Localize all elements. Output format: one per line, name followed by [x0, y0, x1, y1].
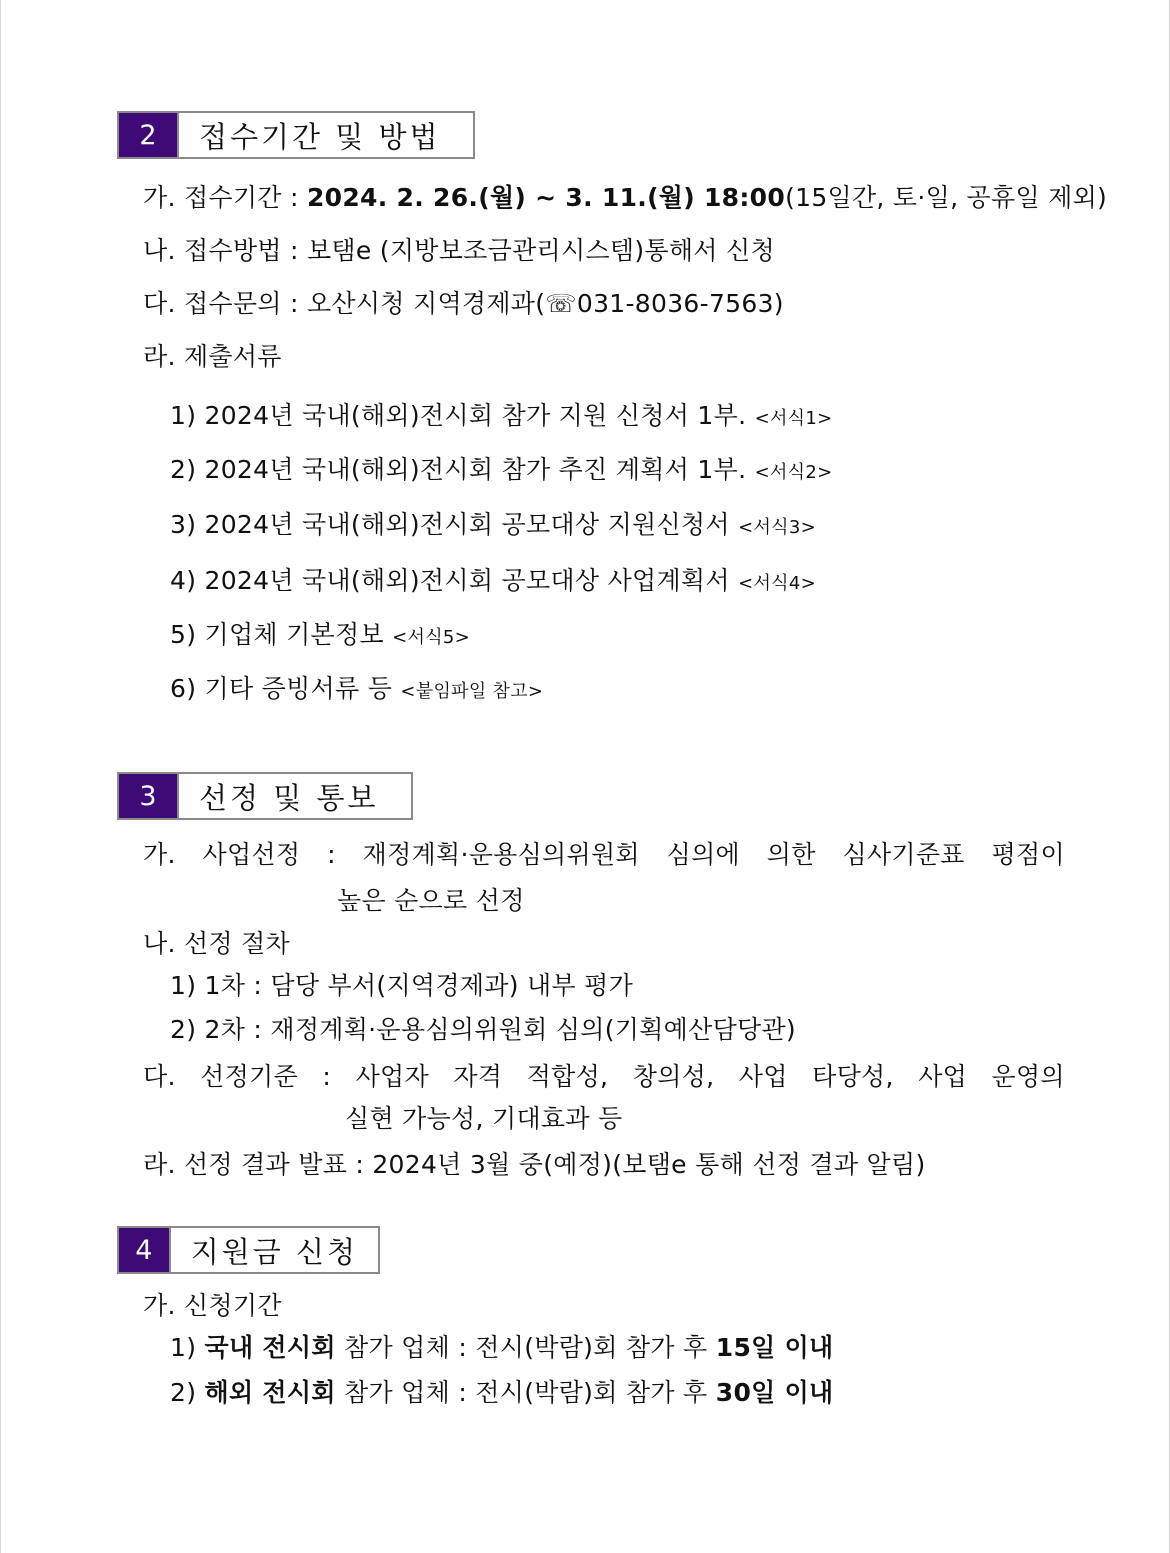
doc-text: 5) 기업체 기본정보 [170, 620, 384, 649]
s3-criteria-line [143, 1060, 1065, 1094]
s3-selection-continuation: 높은 순으로 선정 [337, 886, 525, 915]
section-2-title: 접수기간 및 방법 [199, 119, 441, 154]
item-bold: 국내 전시회 [204, 1333, 336, 1362]
section-4-number: 4 [119, 1228, 171, 1272]
item-number: 2) [170, 1378, 197, 1407]
doc-form-ref: <붙임파일 참고> [400, 681, 544, 702]
doc-form-ref: <서식3> [738, 517, 816, 538]
word: 자격 [453, 1062, 503, 1091]
section-2-number: 2 [119, 113, 179, 157]
word: 사업선정 [202, 840, 301, 869]
word: 창의성, [632, 1062, 715, 1091]
s2-doc-item [170, 399, 832, 436]
s2-reception-method: 나. 접수방법 : 보탬e (지방보조금관리시스템)통해서 신청 [143, 236, 775, 265]
s2-doc-item [170, 453, 832, 490]
section-3-header [117, 772, 413, 820]
word: 적합성, [526, 1062, 609, 1091]
s2-doc-item [170, 508, 816, 545]
s4-overseas-item [170, 1376, 834, 1410]
s2-ga-dates: 2024. 2. 26.(월) ~ 3. 11.(월) 18:00 [306, 183, 786, 212]
word: 다. [143, 1062, 176, 1091]
s3-procedure-heading: 나. 선정 절차 [143, 929, 290, 958]
word: 사업 [738, 1062, 788, 1091]
word: 재정계획·운용심의위원회 [362, 840, 640, 869]
s2-doc-item [170, 564, 816, 601]
s4-domestic-item [170, 1331, 834, 1365]
doc-form-ref: <서식5> [392, 627, 471, 648]
item-deadline: 30일 이내 [715, 1378, 834, 1407]
word: 선정기준 [200, 1062, 298, 1091]
section-2-header [117, 111, 475, 159]
word: 가. [143, 840, 176, 869]
doc-text: 3) 2024년 국내(해외)전시회 공모대상 지원신청서 [170, 510, 730, 539]
s2-inquiry: 다. 접수문의 : 오산시청 지역경제과(☏031-8036-7563) [143, 289, 784, 318]
word: 평점이 [991, 840, 1065, 869]
page-left-edge [0, 0, 1, 1553]
word: : [322, 1062, 332, 1091]
doc-form-ref: <서식4> [738, 573, 816, 594]
s3-criteria-continuation: 실현 가능성, 기대효과 등 [345, 1104, 623, 1133]
s3-procedure-step-2: 2) 2차 : 재정계획·운용심의위원회 심의(기획예산담당관) [170, 1015, 796, 1044]
section-3-number: 3 [119, 774, 179, 818]
item-text: 참가 업체 : 전시(박람)회 참가 후 [335, 1378, 716, 1407]
word: : [327, 840, 336, 869]
s3-procedure-step-1: 1) 1차 : 담당 부서(지역경제과) 내부 평가 [170, 971, 634, 1000]
word: 심의에 [666, 840, 740, 869]
s2-documents-heading: 라. 제출서류 [143, 342, 282, 371]
doc-form-ref: <서식1> [754, 408, 833, 429]
s2-ga-note: (15일간, 토·일, 공휴일 제외) [785, 183, 1108, 212]
item-number: 1) [170, 1333, 197, 1362]
s2-ga-label: 가. 접수기간 : [143, 183, 307, 212]
item-deadline: 15일 이내 [715, 1333, 834, 1362]
doc-form-ref: <서식2> [754, 462, 833, 483]
s2-reception-period [143, 181, 1107, 215]
item-bold: 해외 전시회 [204, 1378, 336, 1407]
s2-doc-item [170, 618, 470, 655]
doc-text: 1) 2024년 국내(해외)전시회 참가 지원 신청서 1부. [170, 401, 747, 430]
section-3-title: 선정 및 통보 [199, 780, 379, 815]
doc-text: 4) 2024년 국내(해외)전시회 공모대상 사업계획서 [170, 566, 730, 595]
section-4-title: 지원금 신청 [190, 1234, 358, 1269]
doc-text: 2) 2024년 국내(해외)전시회 참가 추진 계획서 1부. [170, 455, 747, 484]
word: 타당성, [812, 1062, 894, 1091]
s2-doc-item [170, 672, 543, 709]
s3-selection-criteria-line [143, 838, 1065, 872]
word: 의한 [766, 840, 816, 869]
section-4-header [117, 1226, 380, 1274]
word: 사업 [918, 1062, 968, 1091]
item-text: 참가 업체 : 전시(박람)회 참가 후 [335, 1333, 716, 1362]
s4-period-heading: 가. 신청기간 [143, 1291, 282, 1320]
word: 운영의 [991, 1062, 1065, 1091]
word: 사업자 [355, 1062, 429, 1091]
s3-result-announcement: 라. 선정 결과 발표 : 2024년 3월 중(예정)(보탬e 통해 선정 결과 알림) [143, 1150, 926, 1179]
word: 심사기준표 [842, 840, 965, 869]
doc-text: 6) 기타 증빙서류 등 [170, 674, 393, 703]
